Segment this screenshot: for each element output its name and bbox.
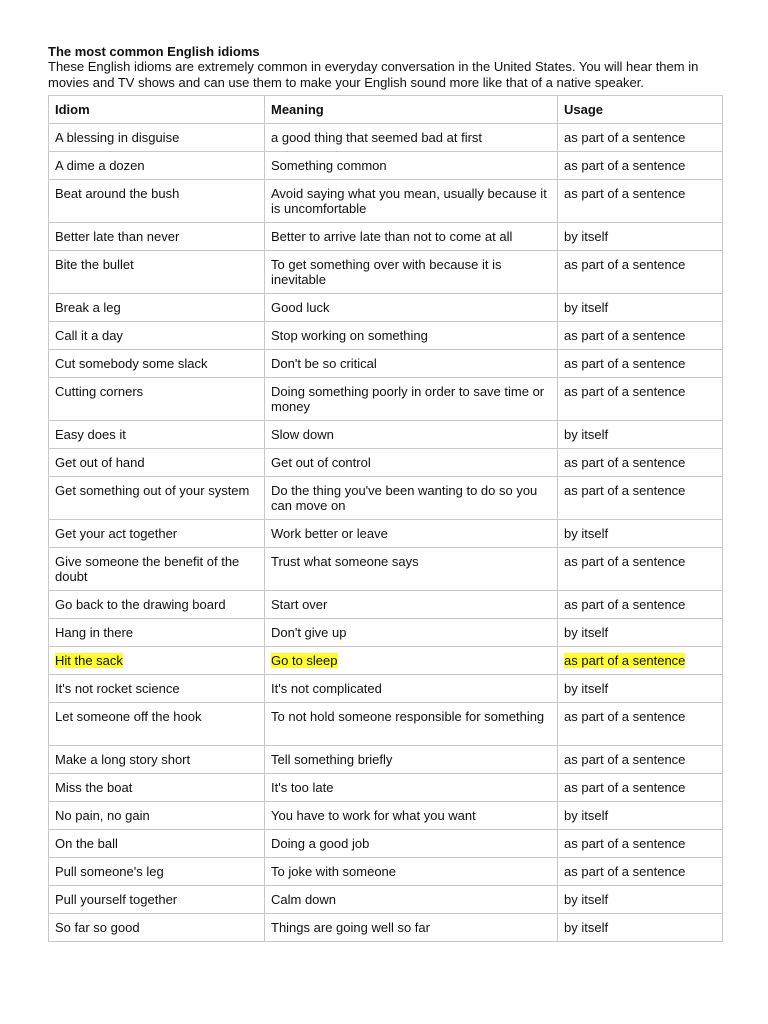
idiom-cell: Bite the bullet	[49, 251, 265, 294]
idiom-cell: Better late than never	[49, 223, 265, 251]
usage-cell: by itself	[558, 914, 723, 942]
meaning-cell: Things are going well so far	[265, 914, 558, 942]
idiom-cell: Make a long story short	[49, 746, 265, 774]
usage-cell: by itself	[558, 886, 723, 914]
meaning-cell	[265, 647, 558, 675]
usage-cell	[558, 647, 723, 675]
meaning-cell: a good thing that seemed bad at first	[265, 124, 558, 152]
table-row	[49, 520, 723, 548]
table-row	[49, 802, 723, 830]
table-row	[49, 774, 723, 802]
meaning-cell: Something common	[265, 152, 558, 180]
header-meaning: Meaning	[265, 96, 558, 124]
table-row-highlighted	[49, 647, 723, 675]
meaning-cell: It's too late	[265, 774, 558, 802]
meaning-cell: Stop working on something	[265, 322, 558, 350]
table-header-row	[49, 96, 723, 124]
table-row	[49, 858, 723, 886]
table-row	[49, 591, 723, 619]
idiom-cell: Pull someone's leg	[49, 858, 265, 886]
meaning-cell: To get something over with because it is inevitable	[265, 251, 558, 294]
idiom-cell: Call it a day	[49, 322, 265, 350]
meaning-cell: Do the thing you've been wanting to do so you can move on	[265, 477, 558, 520]
idiom-cell: On the ball	[49, 830, 265, 858]
idiom-cell: Get something out of your system	[49, 477, 265, 520]
meaning-cell: Avoid saying what you mean, usually because it is uncomfortable	[265, 180, 558, 223]
usage-cell: as part of a sentence	[558, 774, 723, 802]
idiom-cell: A blessing in disguise	[49, 124, 265, 152]
highlighted-meaning: Go to sleep	[271, 653, 338, 668]
idioms-table	[48, 95, 723, 942]
idiom-cell: Miss the boat	[49, 774, 265, 802]
usage-cell: as part of a sentence	[558, 449, 723, 477]
meaning-cell: Start over	[265, 591, 558, 619]
usage-cell: as part of a sentence	[558, 858, 723, 886]
meaning-cell: To not hold someone responsible for something	[265, 703, 558, 746]
table-row	[49, 746, 723, 774]
idiom-cell: Get out of hand	[49, 449, 265, 477]
meaning-cell: Doing a good job	[265, 830, 558, 858]
table-row	[49, 223, 723, 251]
usage-cell: as part of a sentence	[558, 477, 723, 520]
table-row	[49, 421, 723, 449]
usage-cell: as part of a sentence	[558, 251, 723, 294]
highlighted-usage: as part of a sentence	[564, 653, 686, 668]
meaning-cell: Calm down	[265, 886, 558, 914]
usage-cell: as part of a sentence	[558, 322, 723, 350]
table-row	[49, 378, 723, 421]
meaning-cell: Tell something briefly	[265, 746, 558, 774]
table-row	[49, 548, 723, 591]
meaning-cell: You have to work for what you want	[265, 802, 558, 830]
highlighted-idiom: Hit the sack	[55, 653, 123, 668]
usage-cell: as part of a sentence	[558, 124, 723, 152]
meaning-cell: Don't be so critical	[265, 350, 558, 378]
header-idiom: Idiom	[49, 96, 265, 124]
idiom-cell: Get your act together	[49, 520, 265, 548]
usage-cell: by itself	[558, 294, 723, 322]
document-title: The most common English idioms	[48, 44, 260, 59]
idiom-cell: Cut somebody some slack	[49, 350, 265, 378]
table-row	[49, 886, 723, 914]
idiom-cell: Break a leg	[49, 294, 265, 322]
usage-cell: as part of a sentence	[558, 350, 723, 378]
meaning-cell: Work better or leave	[265, 520, 558, 548]
table-row	[49, 180, 723, 223]
table-row	[49, 703, 723, 746]
idiom-cell: Beat around the bush	[49, 180, 265, 223]
meaning-cell: Better to arrive late than not to come at all	[265, 223, 558, 251]
usage-cell: as part of a sentence	[558, 591, 723, 619]
header-usage: Usage	[558, 96, 723, 124]
meaning-cell: Good luck	[265, 294, 558, 322]
idiom-cell	[49, 647, 265, 675]
idiom-cell: It's not rocket science	[49, 675, 265, 703]
table-row	[49, 619, 723, 647]
usage-cell: as part of a sentence	[558, 703, 723, 746]
meaning-cell: To joke with someone	[265, 858, 558, 886]
table-row	[49, 350, 723, 378]
usage-cell: as part of a sentence	[558, 378, 723, 421]
usage-cell: as part of a sentence	[558, 152, 723, 180]
table-row	[49, 675, 723, 703]
meaning-cell: Trust what someone says	[265, 548, 558, 591]
idiom-cell: No pain, no gain	[49, 802, 265, 830]
table-row	[49, 124, 723, 152]
meaning-cell: Get out of control	[265, 449, 558, 477]
table-row	[49, 449, 723, 477]
meaning-cell: Doing something poorly in order to save time or money	[265, 378, 558, 421]
table-row	[49, 477, 723, 520]
usage-cell: by itself	[558, 421, 723, 449]
idiom-cell: Cutting corners	[49, 378, 265, 421]
meaning-cell: It's not complicated	[265, 675, 558, 703]
idiom-cell: Easy does it	[49, 421, 265, 449]
usage-cell: by itself	[558, 675, 723, 703]
usage-cell: as part of a sentence	[558, 180, 723, 223]
usage-cell: by itself	[558, 619, 723, 647]
usage-cell: as part of a sentence	[558, 746, 723, 774]
idiom-cell: Go back to the drawing board	[49, 591, 265, 619]
table-row	[49, 322, 723, 350]
idiom-cell: Pull yourself together	[49, 886, 265, 914]
idiom-cell: Let someone off the hook	[49, 703, 265, 746]
usage-cell: by itself	[558, 223, 723, 251]
meaning-cell: Slow down	[265, 421, 558, 449]
usage-cell: by itself	[558, 520, 723, 548]
table-row	[49, 830, 723, 858]
idiom-cell: Give someone the benefit of the doubt	[49, 548, 265, 591]
usage-cell: as part of a sentence	[558, 830, 723, 858]
meaning-cell: Don't give up	[265, 619, 558, 647]
document-page	[48, 44, 722, 942]
idiom-cell: So far so good	[49, 914, 265, 942]
idiom-cell: Hang in there	[49, 619, 265, 647]
table-row	[49, 294, 723, 322]
table-row	[49, 914, 723, 942]
idiom-cell: A dime a dozen	[49, 152, 265, 180]
usage-cell: by itself	[558, 802, 723, 830]
document-intro: These English idioms are extremely common in everyday conversation in the United States. You will hear them in movies and TV shows and can use them to make your English sound more like that of a native speaker.	[48, 59, 699, 90]
table-row	[49, 251, 723, 294]
table-row	[49, 152, 723, 180]
usage-cell: as part of a sentence	[558, 548, 723, 591]
